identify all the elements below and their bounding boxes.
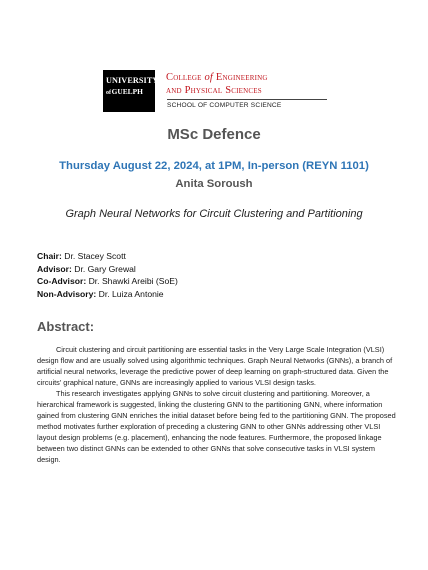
abstract-heading: Abstract: (37, 319, 95, 334)
college-name: College of Engineering and Physical Sciences (166, 72, 268, 96)
abstract-paragraph-2: This research investigates applying GNNs to solve circuit clustering and partitioning. Moreover, a hierarchical framework is suggested, linking the clustering GNN to the partitioning GNN, where information gained from clustering GNN enriches the initial dataset before being fed to the partitioning GNN. The proposed method motivates further exploration of preceding a clustering GNN to other GNNs addressing other VLSI layout design problems (e.g. placement), enhancing the node features. Furthermore, the proposed linkage between two distinct GNNs can be extended to other GNNs that solve consecutive tasks in VLSI system design. (37, 389, 396, 465)
speaker-name: Anita Soroush (175, 178, 253, 190)
school-name: SCHOOL OF COMPUTER SCIENCE (167, 102, 282, 109)
event-title: MSc Defence (167, 126, 261, 143)
abstract-paragraph-1: Circuit clustering and circuit partitioning are essential tasks in the Very Large Scale Integration (VLSI) design flow and are usually solved using algorithmic techniques. Graph Neural Networks (GNNs), a branch of artificial neural networks, leverage the predictive power of deep learning on graph-structured data. Given the circuits' graphical nature, GNNs are increasingly applied to various VLSI design tasks. (37, 345, 393, 388)
header-divider (167, 99, 327, 100)
committee-co-advisor: Co-Advisor: Dr. Shawki Areibi (SoE) (37, 276, 178, 287)
committee-non-advisory: Non-Advisory: Dr. Luiza Antonie (37, 288, 164, 299)
committee-advisor: Advisor: Dr. Gary Grewal (37, 263, 136, 274)
header (103, 70, 328, 112)
committee-list (37, 250, 178, 300)
abstract-body (37, 344, 397, 466)
committee-chair: Chair: Dr. Stacey Scott (37, 251, 126, 261)
thesis-title: Graph Neural Networks for Circuit Clustering and Partitioning (65, 208, 363, 220)
event-datetime: Thursday August 22, 2024, at 1PM, In-person (REYN 1101) (59, 160, 369, 172)
university-of-guelph-logo: UNIVERSITY of GUELPH (103, 70, 155, 112)
